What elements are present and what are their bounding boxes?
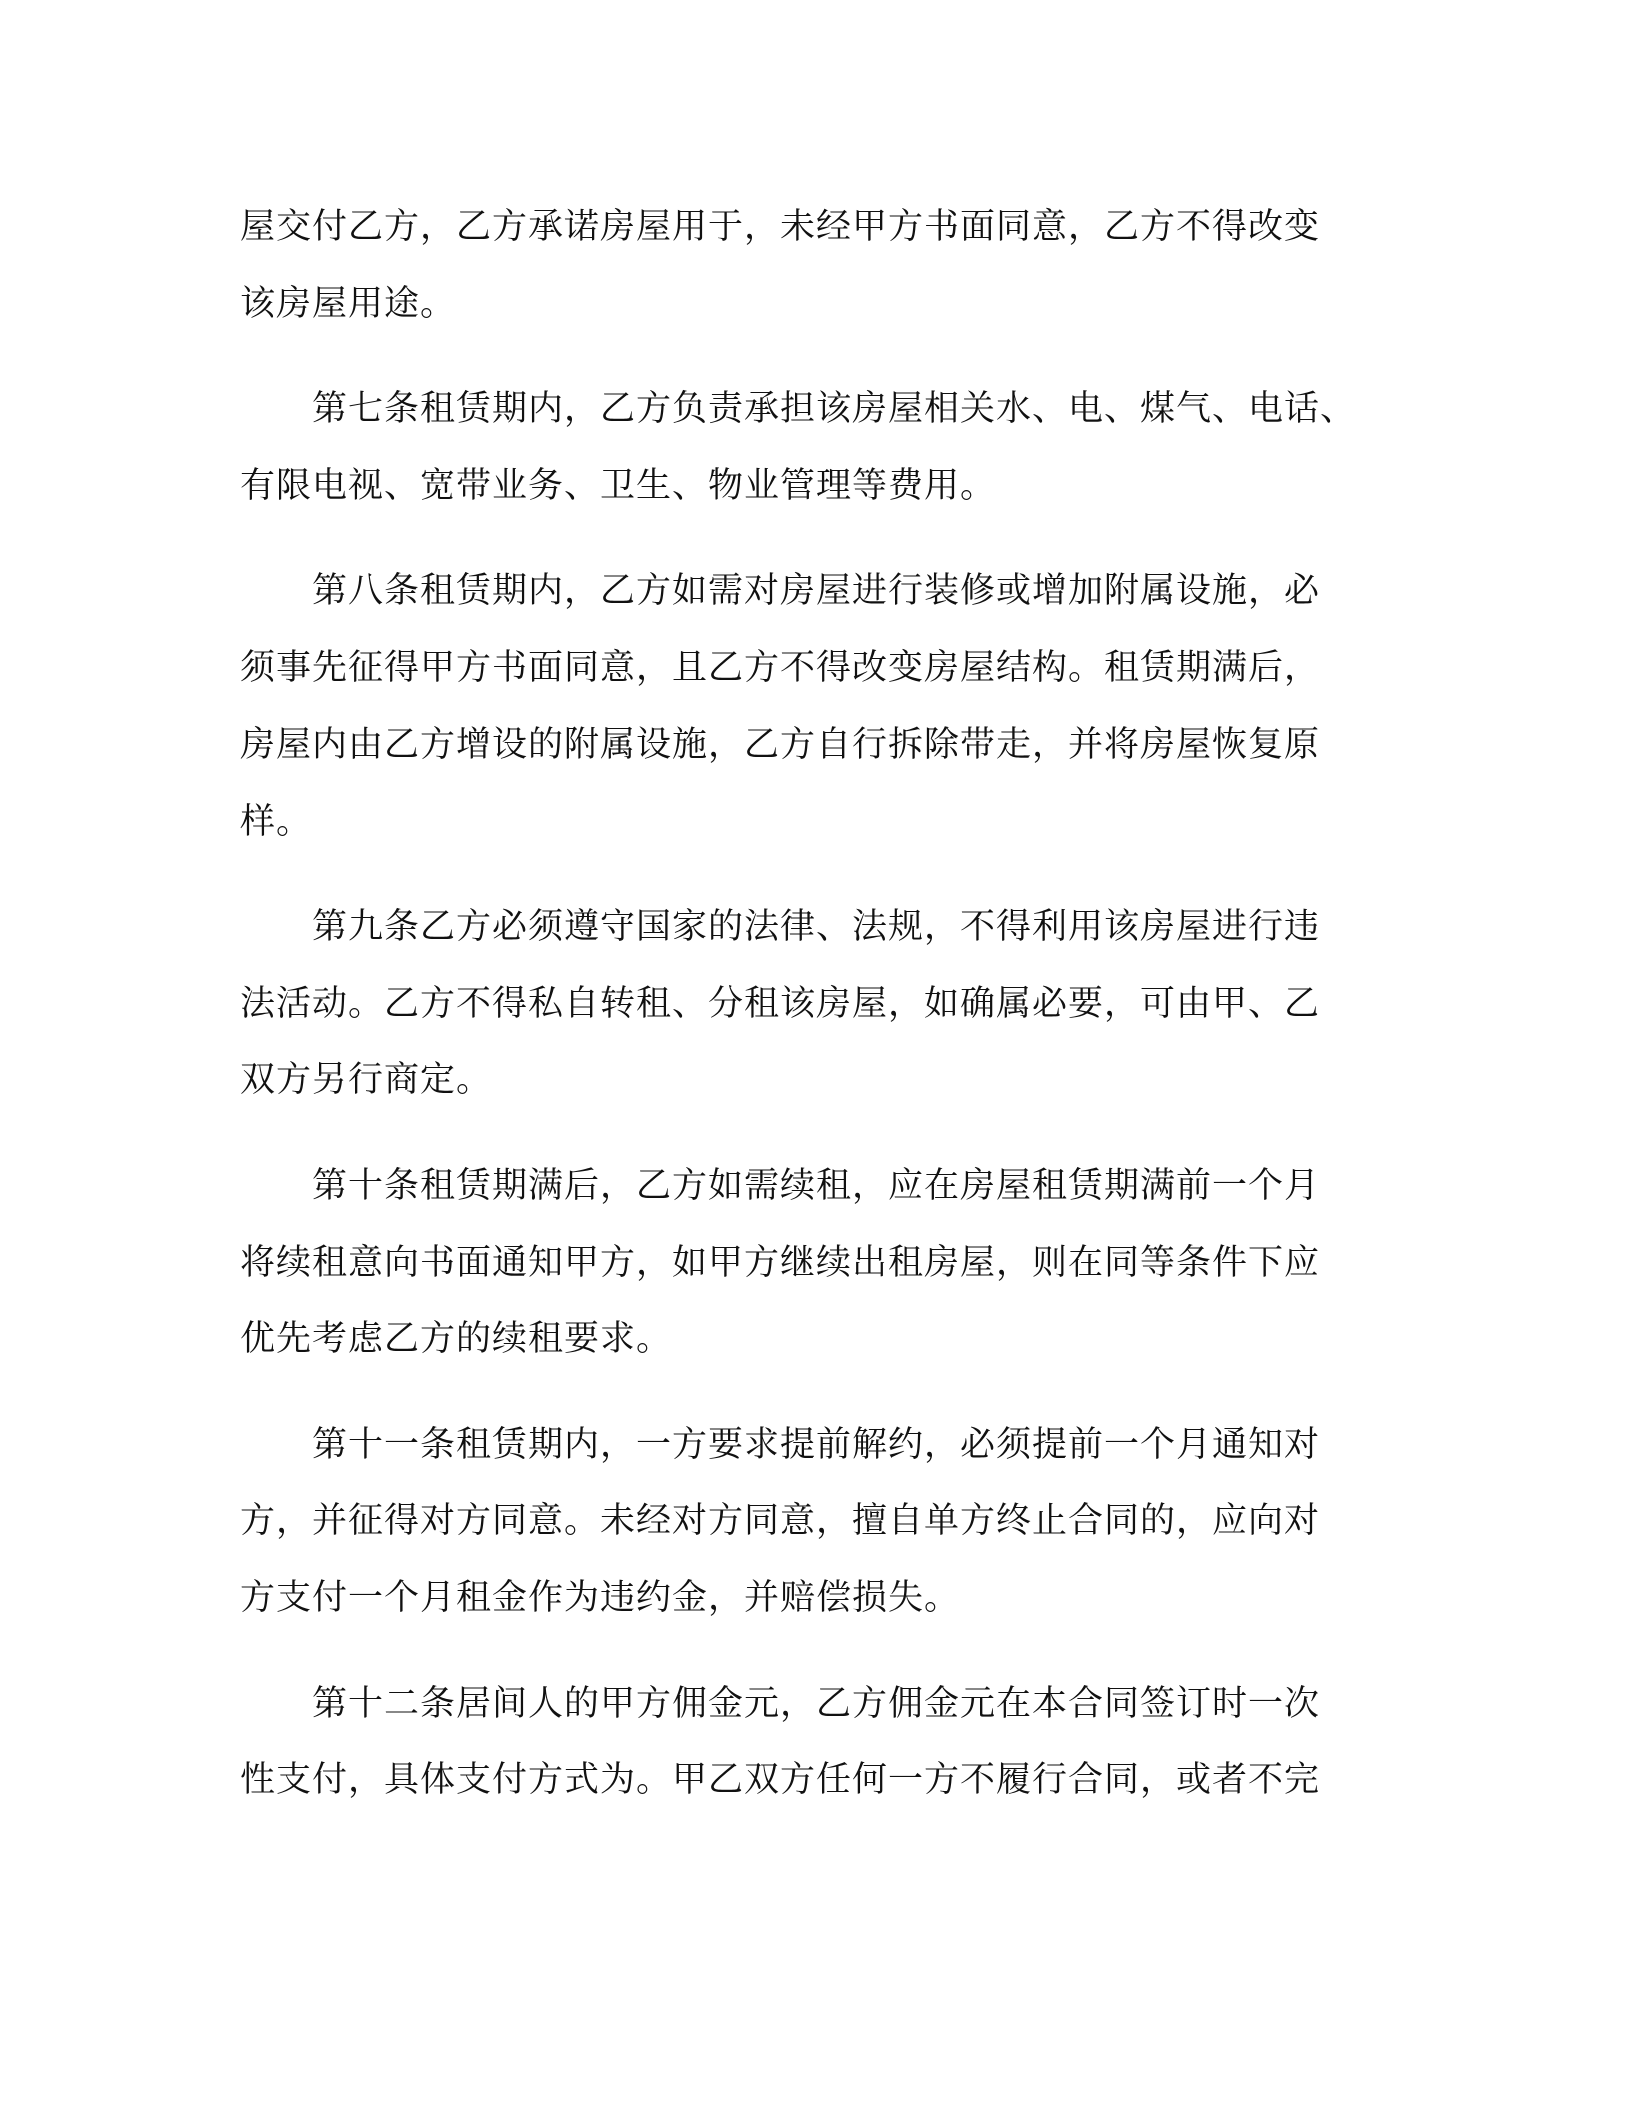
paragraph-article-9: 第九条乙方必须遵守国家的法律、法规，不得利用该房屋进行违 法活动。乙方不得私自转租、分租该房屋，如确属必要，可由甲、乙 双方另行商定。: [240, 906, 1321, 1101]
paragraph-article-10: 第十条租赁期满后，乙方如需续租，应在房屋租赁期满前一个月 将续租意向书面通知甲方，如甲方继续出租房屋，则在同等条件下应 优先考虑乙方的续租要求。: [240, 1165, 1321, 1360]
paragraph-article-8: 第八条租赁期内，乙方如需对房屋进行装修或增加附属设施，必 须事先征得甲方书面同意，且乙方不得改变房屋结构。租赁期满后， 房屋内由乙方增设的附属设施，乙方自行拆除带走，并将房屋恢复原 样。: [240, 571, 1321, 842]
paragraph-article-7: 第七条租赁期内，乙方负责承担该房屋相关水、电、煤气、电话、 有限电视、宽带业务、卫生、物业管理等费用。: [240, 389, 1357, 506]
paragraph-article-11: 第十一条租赁期内，一方要求提前解约，必须提前一个月通知对 方，并征得对方同意。未经对方同意，擅自单方终止合同的，应向对 方支付一个月租金作为违约金，并赔偿损失。: [240, 1424, 1321, 1619]
paragraph-article-12: 第十二条居间人的甲方佣金元，乙方佣金元在本合同签订时一次 性支付，具体支付方式为。甲乙双方任何一方不履行合同，或者不完: [240, 1683, 1321, 1801]
paragraph-continuation: 屋交付乙方，乙方承诺房屋用于，未经甲方书面同意，乙方不得改变 该房屋用途。: [240, 207, 1321, 324]
contract-text: [240, 189, 1372, 1819]
